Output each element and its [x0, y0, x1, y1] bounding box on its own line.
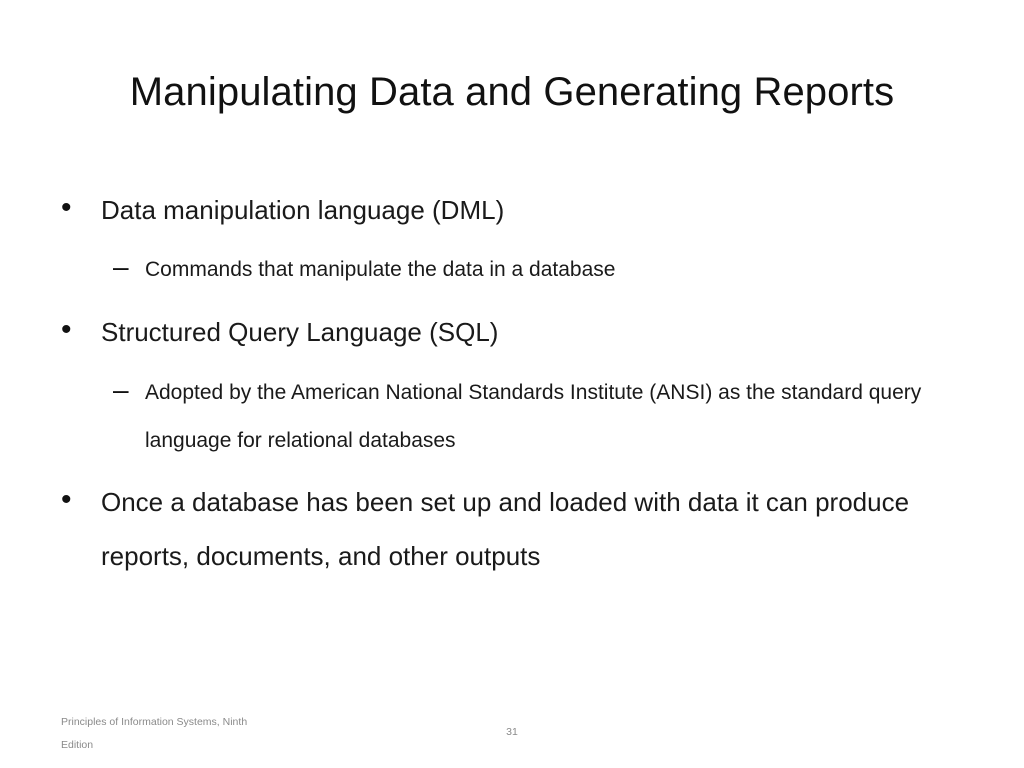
sub-bullet-dash-icon: – — [113, 374, 129, 405]
sub-bullet-item — [113, 246, 955, 294]
bullet-item — [61, 183, 961, 237]
bullet-item — [61, 305, 961, 359]
bullet-dot-icon: • — [61, 313, 72, 346]
bullet-dot-icon: • — [61, 191, 72, 224]
slide-title: Manipulating Data and Generating Reports — [129, 70, 895, 114]
sub-bullet-dash-icon: – — [113, 251, 129, 282]
sub-bullet-item — [113, 369, 955, 465]
bullet-text: Data manipulation language (DML) — [101, 195, 505, 225]
page-number: 31 — [506, 726, 518, 738]
bullet-text: Once a database has been set up and loaded with data it can produce reports, documents, and other outputs — [101, 487, 910, 571]
footer-source: Principles of Information Systems, Ninth Edition — [61, 716, 248, 751]
sub-bullet-text: Adopted by the American National Standards Institute (ANSI) as the standard query language for relational databases — [145, 381, 922, 452]
sub-bullet-text: Commands that manipulate the data in a database — [145, 258, 616, 281]
bullet-item — [61, 475, 961, 583]
bullet-dot-icon: • — [61, 483, 72, 516]
bullet-text: Structured Query Language (SQL) — [101, 317, 499, 347]
